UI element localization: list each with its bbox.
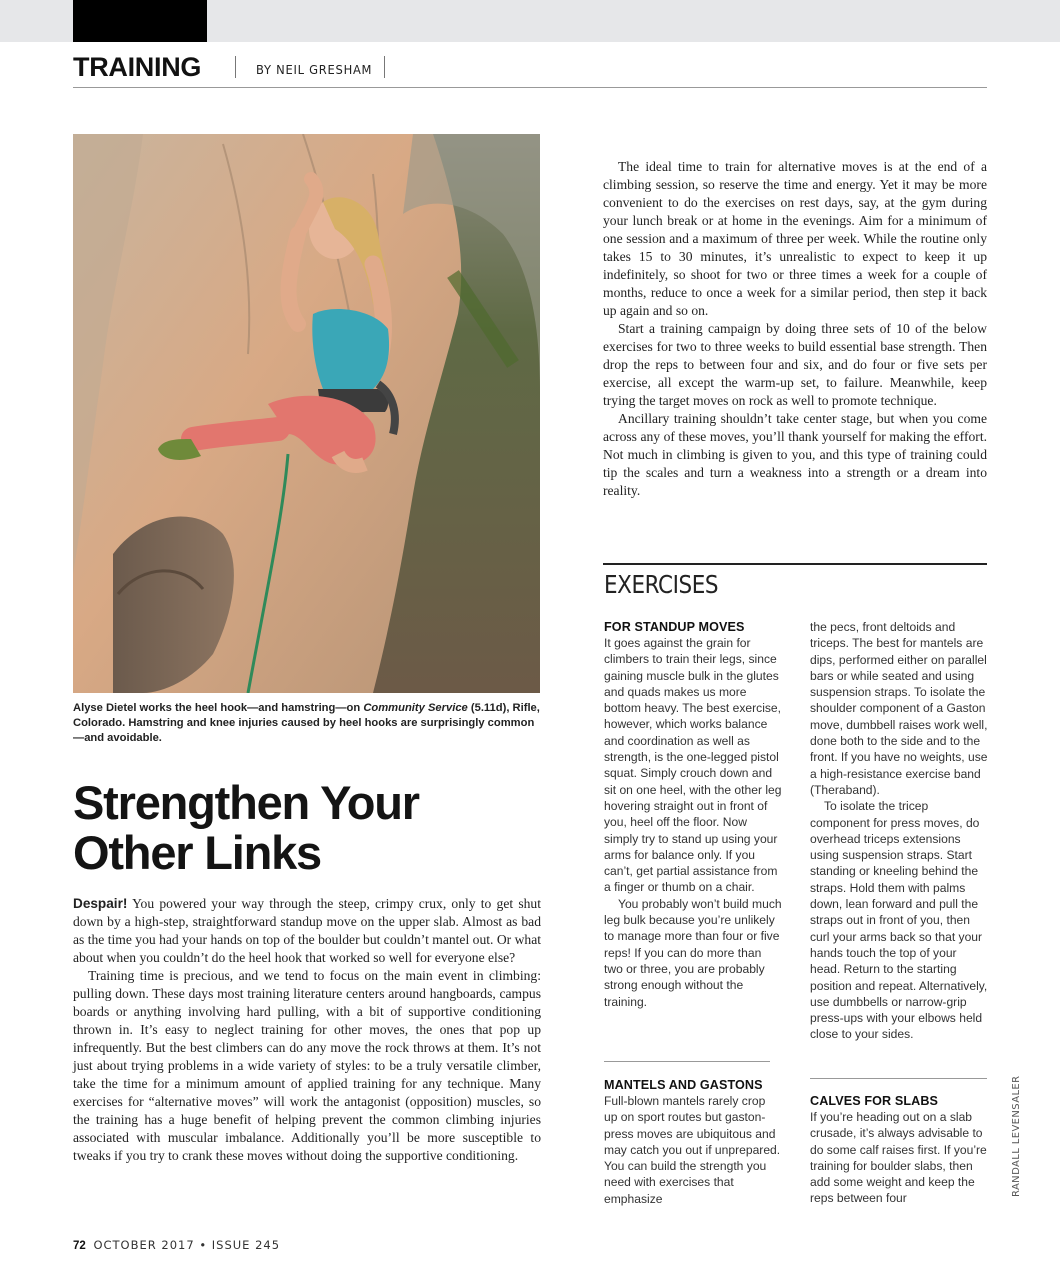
exercise-mantels: [604, 1077, 782, 1207]
page-footer: [73, 1238, 280, 1252]
exercise-heading: FOR STANDUP MOVES: [604, 620, 745, 634]
column-rule: [604, 1061, 770, 1062]
header-divider: [384, 56, 385, 78]
header-divider: [235, 56, 236, 78]
exercise-heading: CALVES FOR SLABS: [810, 1094, 939, 1108]
paragraph: Start a training campaign by doing three sets of 10 of the below exercises for two to three weeks to build essential base strength. Then drop the reps to between four and six, and do four or five sets per exercise, all except the warm-up set, to failure. Meanwhile, keep trying the target moves on rock as well to promote technique.: [603, 321, 987, 408]
exercises-title: EXERCISES: [604, 570, 719, 599]
article-body-left: [73, 895, 541, 1165]
paragraph: Ancillary training shouldn’t take center stage, but when you come across any of these moves, you’ll thank yourself for making the effort. Not much in climbing is given to you, and this type of training could tip the scales and turn a weakness into a strength or a dream into reality.: [603, 411, 987, 498]
exercise-standup: [604, 619, 782, 1010]
headline-line-1: Strengthen Your: [73, 776, 419, 829]
exercise-heading: MANTELS AND GASTONS: [604, 1078, 763, 1092]
article-body-right: [603, 158, 987, 500]
caption-route-name: Community Service: [363, 702, 468, 714]
photo-credit: RANDALL LEVENSALER: [1011, 1075, 1022, 1197]
climber-photo: [73, 134, 540, 693]
issue-info: OCTOBER 2017 • ISSUE 245: [93, 1238, 281, 1252]
headline-line-2: Other Links: [73, 826, 321, 879]
caption-text: Alyse Dietel works the heel hook—and hamstring—on: [73, 702, 364, 714]
byline: BY NEIL GRESHAM: [256, 62, 373, 77]
headline: [73, 778, 543, 878]
section-label: TRAINING: [73, 52, 202, 82]
paragraph: If you’re heading out on a slab crusade, it’s always advisable to do some calf raises first. If you’re training for boulder slabs, then add some weight and keep the reps between four: [810, 1110, 987, 1206]
header-rule: [73, 87, 987, 88]
paragraph: You probably won’t build much leg bulk because you’re unlikely to manage more than four or five reps! If you can do more than two or three, you are probably strong enough without the training.: [604, 896, 782, 1009]
paragraph: The ideal time to train for alternative moves is at the end of a climbing session, so reserve the time and energy. Yet it may be more convenient to do the exercises on rest days, say, at the gym during your lunch break or at home in the evenings. Aim for a minimum of one session and a maximum of three per week. While the routine only takes 15 to 30 minutes, it’s unrealistic to expect to keep it up indefinitely, so shoot for two or three times a week for a couple of months, reduce to once a week for a similar period, then step it back up again and so on.: [603, 159, 987, 318]
paragraph: Training time is precious, and we tend to focus on the main event in climbing: pulling down. These days most training literature centers around hangboards, campus boards or anything involving hard pulling, with a bit of supportive conditioning thrown in. It’s easy to neglect training for other moves, the ones that pop up infrequently. But the best climbers can do any move the rock throws at them. It’s not just about trying problems in a wide variety of styles: to be a truly versatile climber, take the time for a minimum amount of applied training for any technique. Many exercises for “alternative moves” will work the antagonist (opposition) muscles, so the training has a huge benefit of helping prevent the common climbing injuries associated with muscular imbalance. Additionally you’ll be more susceptible to tweaks if you try to crank these moves without doing the supportive conditioning.: [73, 968, 541, 1163]
photo-caption: [73, 701, 543, 746]
caption-text: (5.11d), Rifle, Colorado. Hamstring and knee injuries caused by heel hooks are surprisingly common—and avoidable.: [73, 702, 540, 744]
exercises-rule: [603, 563, 987, 565]
column-rule: [810, 1078, 987, 1079]
climber-illustration: [73, 134, 540, 693]
page-number: 72: [73, 1240, 86, 1252]
exercise-mantels-continued: [810, 619, 988, 1043]
exercise-calves: [810, 1093, 988, 1207]
paragraph: Full-blown mantels rarely crop up on sport routes but gaston-press moves are ubiquitous and may catch you out if unprepared. You can build the strength you need with exercises that emphasize: [604, 1094, 781, 1206]
paragraph: Despair! You powered your way through the steep, crimpy crux, only to get shut down by a high-step, straightforward standup move on the upper slab. Almost as bad as the time you had your hands on top of the boulder but couldn’t mantel out. Or what about when you couldn’t do the heel hook that worked so well for everyone else?: [73, 896, 541, 965]
lead-word: Despair!: [73, 896, 128, 911]
paragraph: To isolate the tricep component for press moves, do overhead triceps extensions using suspension straps. Start standing or kneeling behind the straps. Hold them with palms down, lean forward and pull the straps out in front of you, then curl your arms back so that your hands touch the top of your head. Return to the starting position and repeat. Alternatively, use dumbbells or narrow-grip press-ups with your elbows held close to your sides.: [810, 799, 988, 1042]
paragraph: It goes against the grain for climbers to train their legs, since gaining muscle bulk in the glutes and quads makes us more bottom heavy. The best exercise, however, which works balance and coordination as well as strength, is the one-legged pistol squat. Simply crouch down and sit on one heel, with the other leg hovering straight out in front of you, heel off the floor. Now simply try to stand up using your arms for balance only. If you can’t, get partial assistance from a finger or thumb on a chair.: [604, 636, 782, 895]
top-black-tab: [73, 0, 207, 42]
paragraph: the pecs, front deltoids and triceps. The best for mantels are dips, performed either on parallel bars or while seated and using suspension straps. To isolate the shoulder component of a Gaston move, dumbbell raises work well, done both to the side and to the front. If you have no weights, use a high-resistance exercise band (Theraband).: [810, 620, 988, 797]
